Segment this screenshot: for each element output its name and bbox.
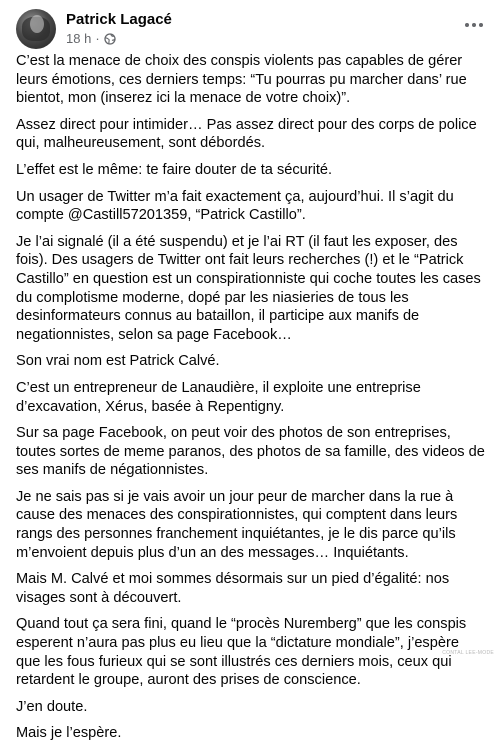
globe-icon[interactable]	[104, 33, 116, 45]
post-paragraph: Je l’ai signalé (il a été suspendu) et je l’ai RT (il faut les exposer, des fois). Des usagers de Twitter ont fait leurs recherches (!) et le “Patrick Castillo” en question est un conspirationniste qui coche toutes les cases du complotisme moderne, dopé par les niasieries de tous les desinformateurs connus au bataillon, il participe aux manifs de negationnistes, selon sa page Facebook…	[16, 233, 481, 343]
more-horizontal-icon	[465, 23, 469, 27]
more-options-button[interactable]	[462, 15, 486, 35]
post-paragraph: Je ne sais pas si je vais avoir un jour peur de marcher dans la rue à cause des menaces des conspirationnistes, qui comptent dans leurs rangs des personnes franchement inquiétantes, je le dis parce qu’ils m’envoient depuis plus d’un an des messages… Inquiétants.	[16, 488, 458, 561]
post-paragraph: C’est un entrepreneur de Lanaudière, il exploite une entreprise d’excavation, Xérus, basée à Repentigny.	[16, 379, 421, 415]
post-meta	[66, 31, 116, 46]
separator-dot: ·	[95, 31, 100, 46]
post-paragraph: Mais M. Calvé et moi sommes désormais sur un pied d’égalité: nos visages sont à découvert.	[16, 571, 450, 606]
post-paragraph: Un usager de Twitter m’a fait exactement ça, aujourd’hui. Il s’agit du compte @Castill57201359, “Patrick Castillo”.	[16, 188, 454, 224]
post-paragraph: Quand tout ça sera fini, quand le “procès Nuremberg” que les conspis esperent n’aura pas plus eu lieu que la “dictature mondiale”, j’espère que les fous furieux qui se sont illustrés ces derniers mois, ceux qui retardent le groupe, auront des prises de conscience.	[16, 616, 467, 689]
avatar[interactable]	[16, 9, 56, 49]
timestamp[interactable]: 18 h	[66, 31, 92, 46]
post-body	[16, 52, 486, 751]
post-paragraph: Sur sa page Facebook, on peut voir des photos de son entreprises, toutes sortes de meme paranos, des photos de sa famille, des videos de ses manifs de négationnistes.	[16, 425, 485, 479]
post-paragraph: J’en doute.	[16, 698, 88, 715]
watermark: CONTAL LEE-MODE	[442, 650, 494, 656]
post-paragraph: Son vrai nom est Patrick Calvé.	[16, 353, 220, 370]
post-paragraph: Mais je l’espère.	[16, 725, 122, 742]
post-paragraph: C’est la menace de choix des conspis violents pas capables de gérer leurs émotions, ces derniers temps: “Tu pourras pu marcher dans’ rue bientot, mon (inserez ici la menace de votre choix)”.	[16, 53, 467, 107]
post-paragraph: Assez direct pour intimider… Pas assez direct pour des corps de police qui, malheureusement, sont débordés.	[16, 116, 477, 152]
author-name[interactable]: Patrick Lagacé	[66, 11, 172, 28]
post-header	[16, 9, 486, 49]
post-paragraph: L’effet est le même: te faire douter de ta sécurité.	[16, 161, 333, 178]
